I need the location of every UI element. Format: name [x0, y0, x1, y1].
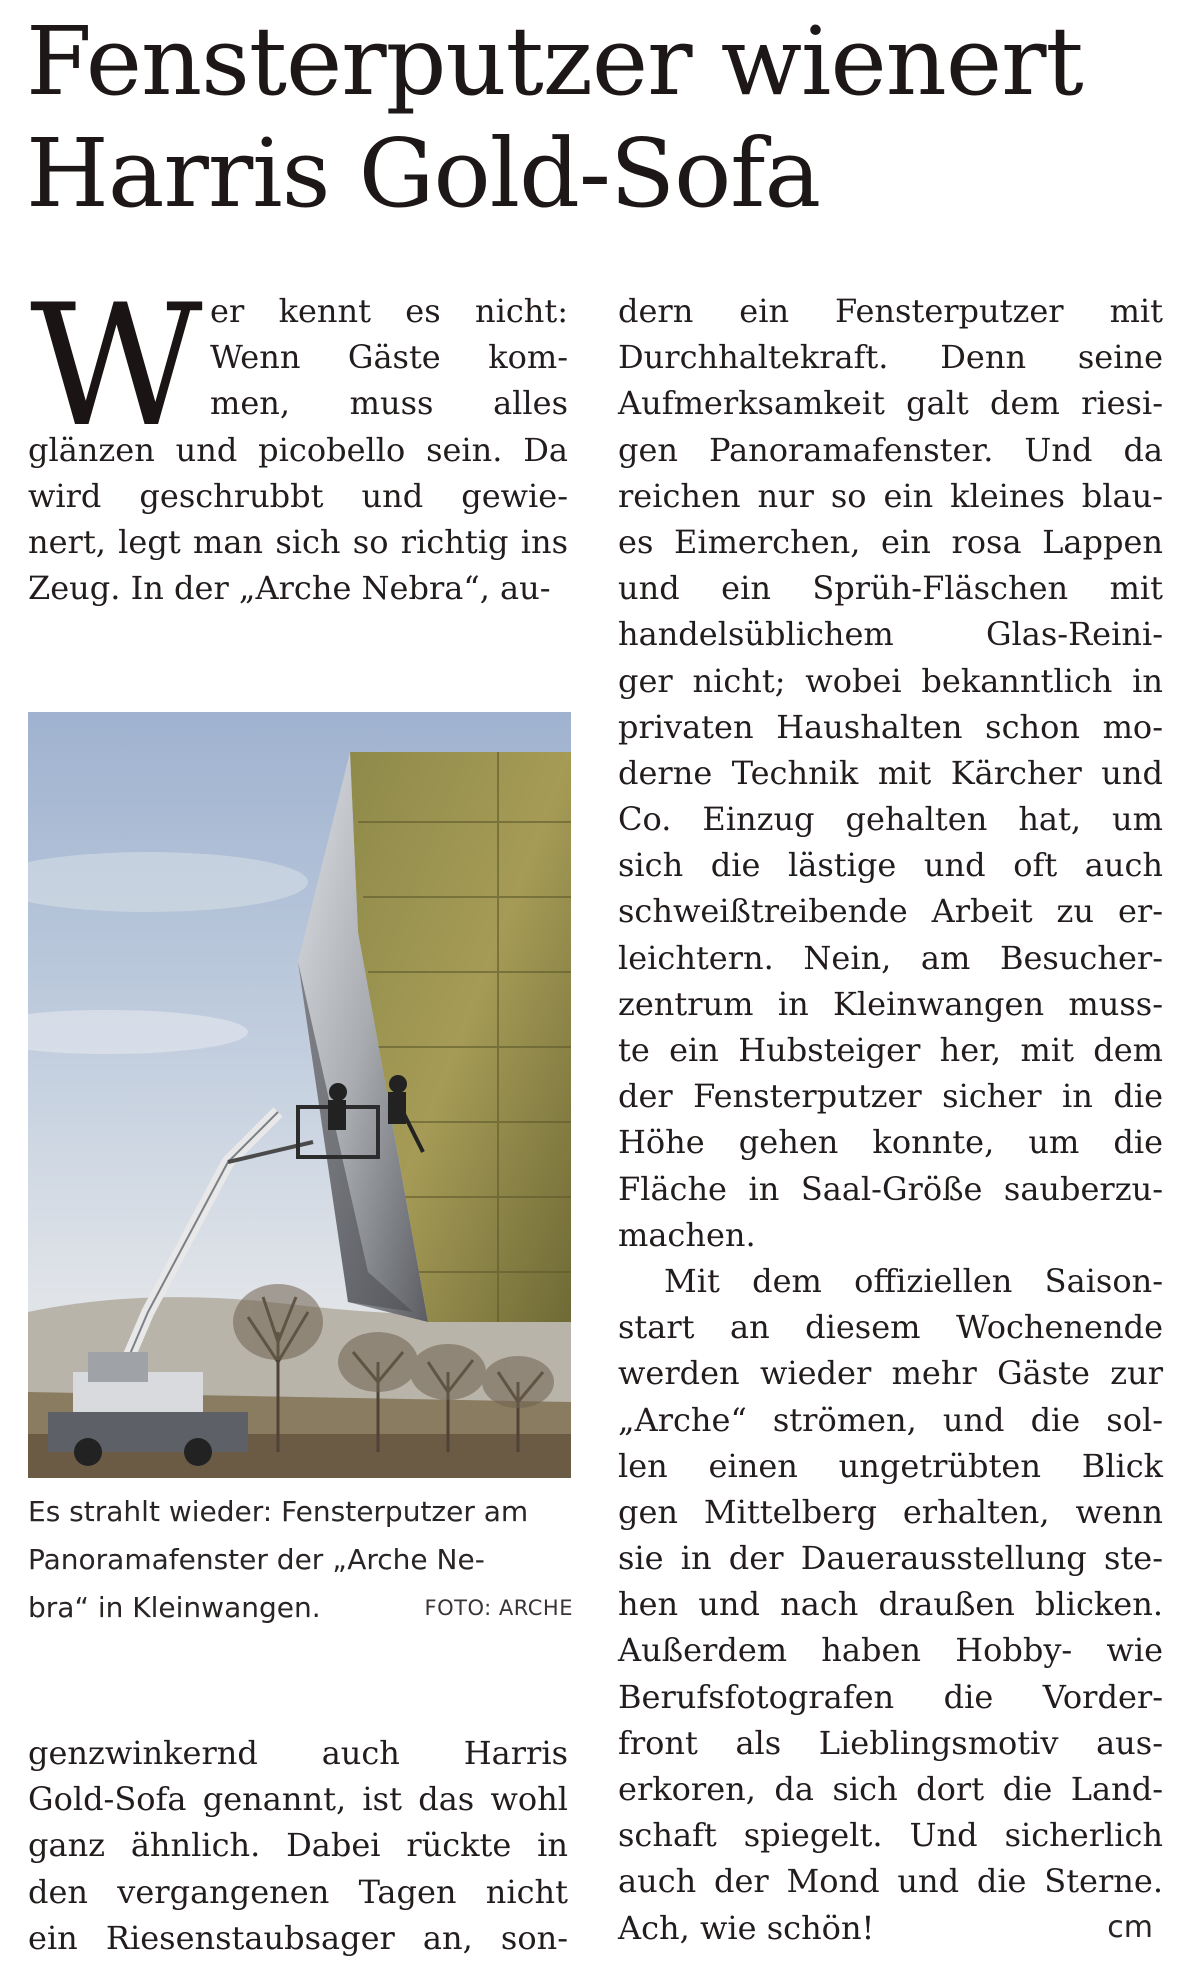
text-line: Außerdem haben Hobby- wie: [618, 1631, 1163, 1670]
text-line: den vergangenen Tagen nicht: [28, 1872, 568, 1911]
text-line: start an diesem Wochenende: [618, 1308, 1163, 1347]
headline: [26, 6, 1166, 230]
text-line: machen.: [618, 1215, 756, 1254]
text-line: dern ein Fensterputzer mit: [618, 292, 1163, 330]
text-line: len einen ungetrübten Blick: [618, 1446, 1163, 1485]
text-line: ganz ähnlich. Dabei rückte in: [28, 1826, 568, 1865]
text-line: zentrum in Kleinwangen muss-: [618, 984, 1163, 1023]
text-line: nert, legt man sich so richtig ins: [28, 522, 568, 561]
text-line: Durchhaltekraft. Denn seine: [618, 338, 1163, 377]
headline-line-1: Fensterputzer wienert: [26, 7, 1083, 117]
text-line: Wenn Gäste kom-: [210, 338, 568, 377]
text-line: gen Panoramafenster. Und da: [618, 430, 1163, 469]
column-1-bottom: [28, 1730, 568, 1961]
column-2: [618, 288, 1163, 1951]
text-line: derne Technik mit Kärcher und: [618, 753, 1163, 792]
text-line: ger nicht; wobei bekanntlich in: [618, 661, 1163, 700]
text-line: auch der Mond und die Sterne.: [618, 1862, 1163, 1901]
text-line: der Fensterputzer sicher in die: [618, 1077, 1163, 1116]
text-line: reichen nur so ein kleines blau-: [618, 476, 1163, 515]
text-line: Höhe gehen konnte, um die: [618, 1123, 1163, 1162]
author-signoff: cm: [1107, 1909, 1153, 1945]
text-line: glänzen und picobello sein. Da: [28, 430, 568, 469]
text-line: sich die lästige und oft auch: [618, 846, 1163, 885]
last-line-wrap: [618, 1905, 1163, 1951]
text-line: „Arche“ strömen, und die sol-: [618, 1400, 1163, 1439]
text-line: Zeug. In der „Arche Nebra“, au-: [28, 569, 551, 608]
photo-credit: FOTO: ARCHE: [424, 1596, 573, 1620]
photo-illustration: [28, 712, 571, 1478]
text-line: men, muss alles: [210, 384, 568, 423]
text-line: Berufsfotografen die Vorder-: [618, 1677, 1163, 1716]
text-line: sie in der Dauerausstellung ste-: [618, 1539, 1163, 1578]
column-1-top: [28, 427, 568, 612]
text-line: privaten Haushalten schon mo-: [618, 707, 1163, 746]
headline-line-2: Harris Gold-Sofa: [26, 119, 821, 229]
text-line: ein Riesenstaubsager an, son-: [28, 1918, 568, 1957]
text-line: hen und nach draußen blicken.: [618, 1585, 1163, 1624]
text-line: Aufmerksamkeit galt dem riesi-: [618, 384, 1163, 423]
text-line: Ach, wie schön!: [618, 1908, 875, 1947]
text-line: werden wieder mehr Gäste zur: [618, 1354, 1163, 1393]
text-line: te ein Hubsteiger her, mit dem: [618, 1031, 1163, 1069]
photo-caption: [28, 1488, 573, 1632]
text-line: Fläche in Saal-Größe sauberzu-: [618, 1169, 1163, 1208]
text-line: er kennt es nicht:: [210, 292, 568, 330]
text-line: erkoren, da sich dort die Land-: [618, 1770, 1163, 1808]
text-line: leichtern. Nein, am Besucher-: [618, 938, 1163, 977]
column-1-indented: [210, 288, 568, 427]
text-line: schweißtreibende Arbeit zu er-: [618, 892, 1163, 931]
text-line: Mit dem offiziellen Saison-: [664, 1261, 1163, 1300]
text-line: Gold-Sofa genannt, ist das wohl: [28, 1780, 568, 1819]
caption-line: bra“ in Kleinwangen.: [28, 1591, 321, 1624]
text-line: es Eimerchen, ein rosa Lappen: [618, 522, 1163, 561]
text-line: Co. Einzug gehalten hat, um: [618, 800, 1163, 839]
text-line: wird geschrubbt und gewie-: [28, 476, 568, 515]
text-line: schaft spiegelt. Und sicherlich: [618, 1816, 1163, 1855]
text-line: und ein Sprüh-Fläschen mit: [618, 569, 1163, 608]
caption-last-line: [28, 1584, 573, 1632]
caption-line: Es strahlt wieder: Fensterputzer am: [28, 1495, 529, 1528]
text-line: genzwinkernd auch Harris: [28, 1734, 568, 1772]
caption-line: Panoramafenster der „Arche Ne-: [28, 1543, 485, 1576]
text-line: gen Mittelberg erhalten, wenn: [618, 1492, 1163, 1531]
text-line: front als Lieblingsmotiv aus-: [618, 1723, 1163, 1762]
article-photo: [28, 712, 571, 1478]
drop-cap: W: [30, 268, 203, 464]
text-line: handelsüblichem Glas-Reini-: [618, 615, 1163, 654]
